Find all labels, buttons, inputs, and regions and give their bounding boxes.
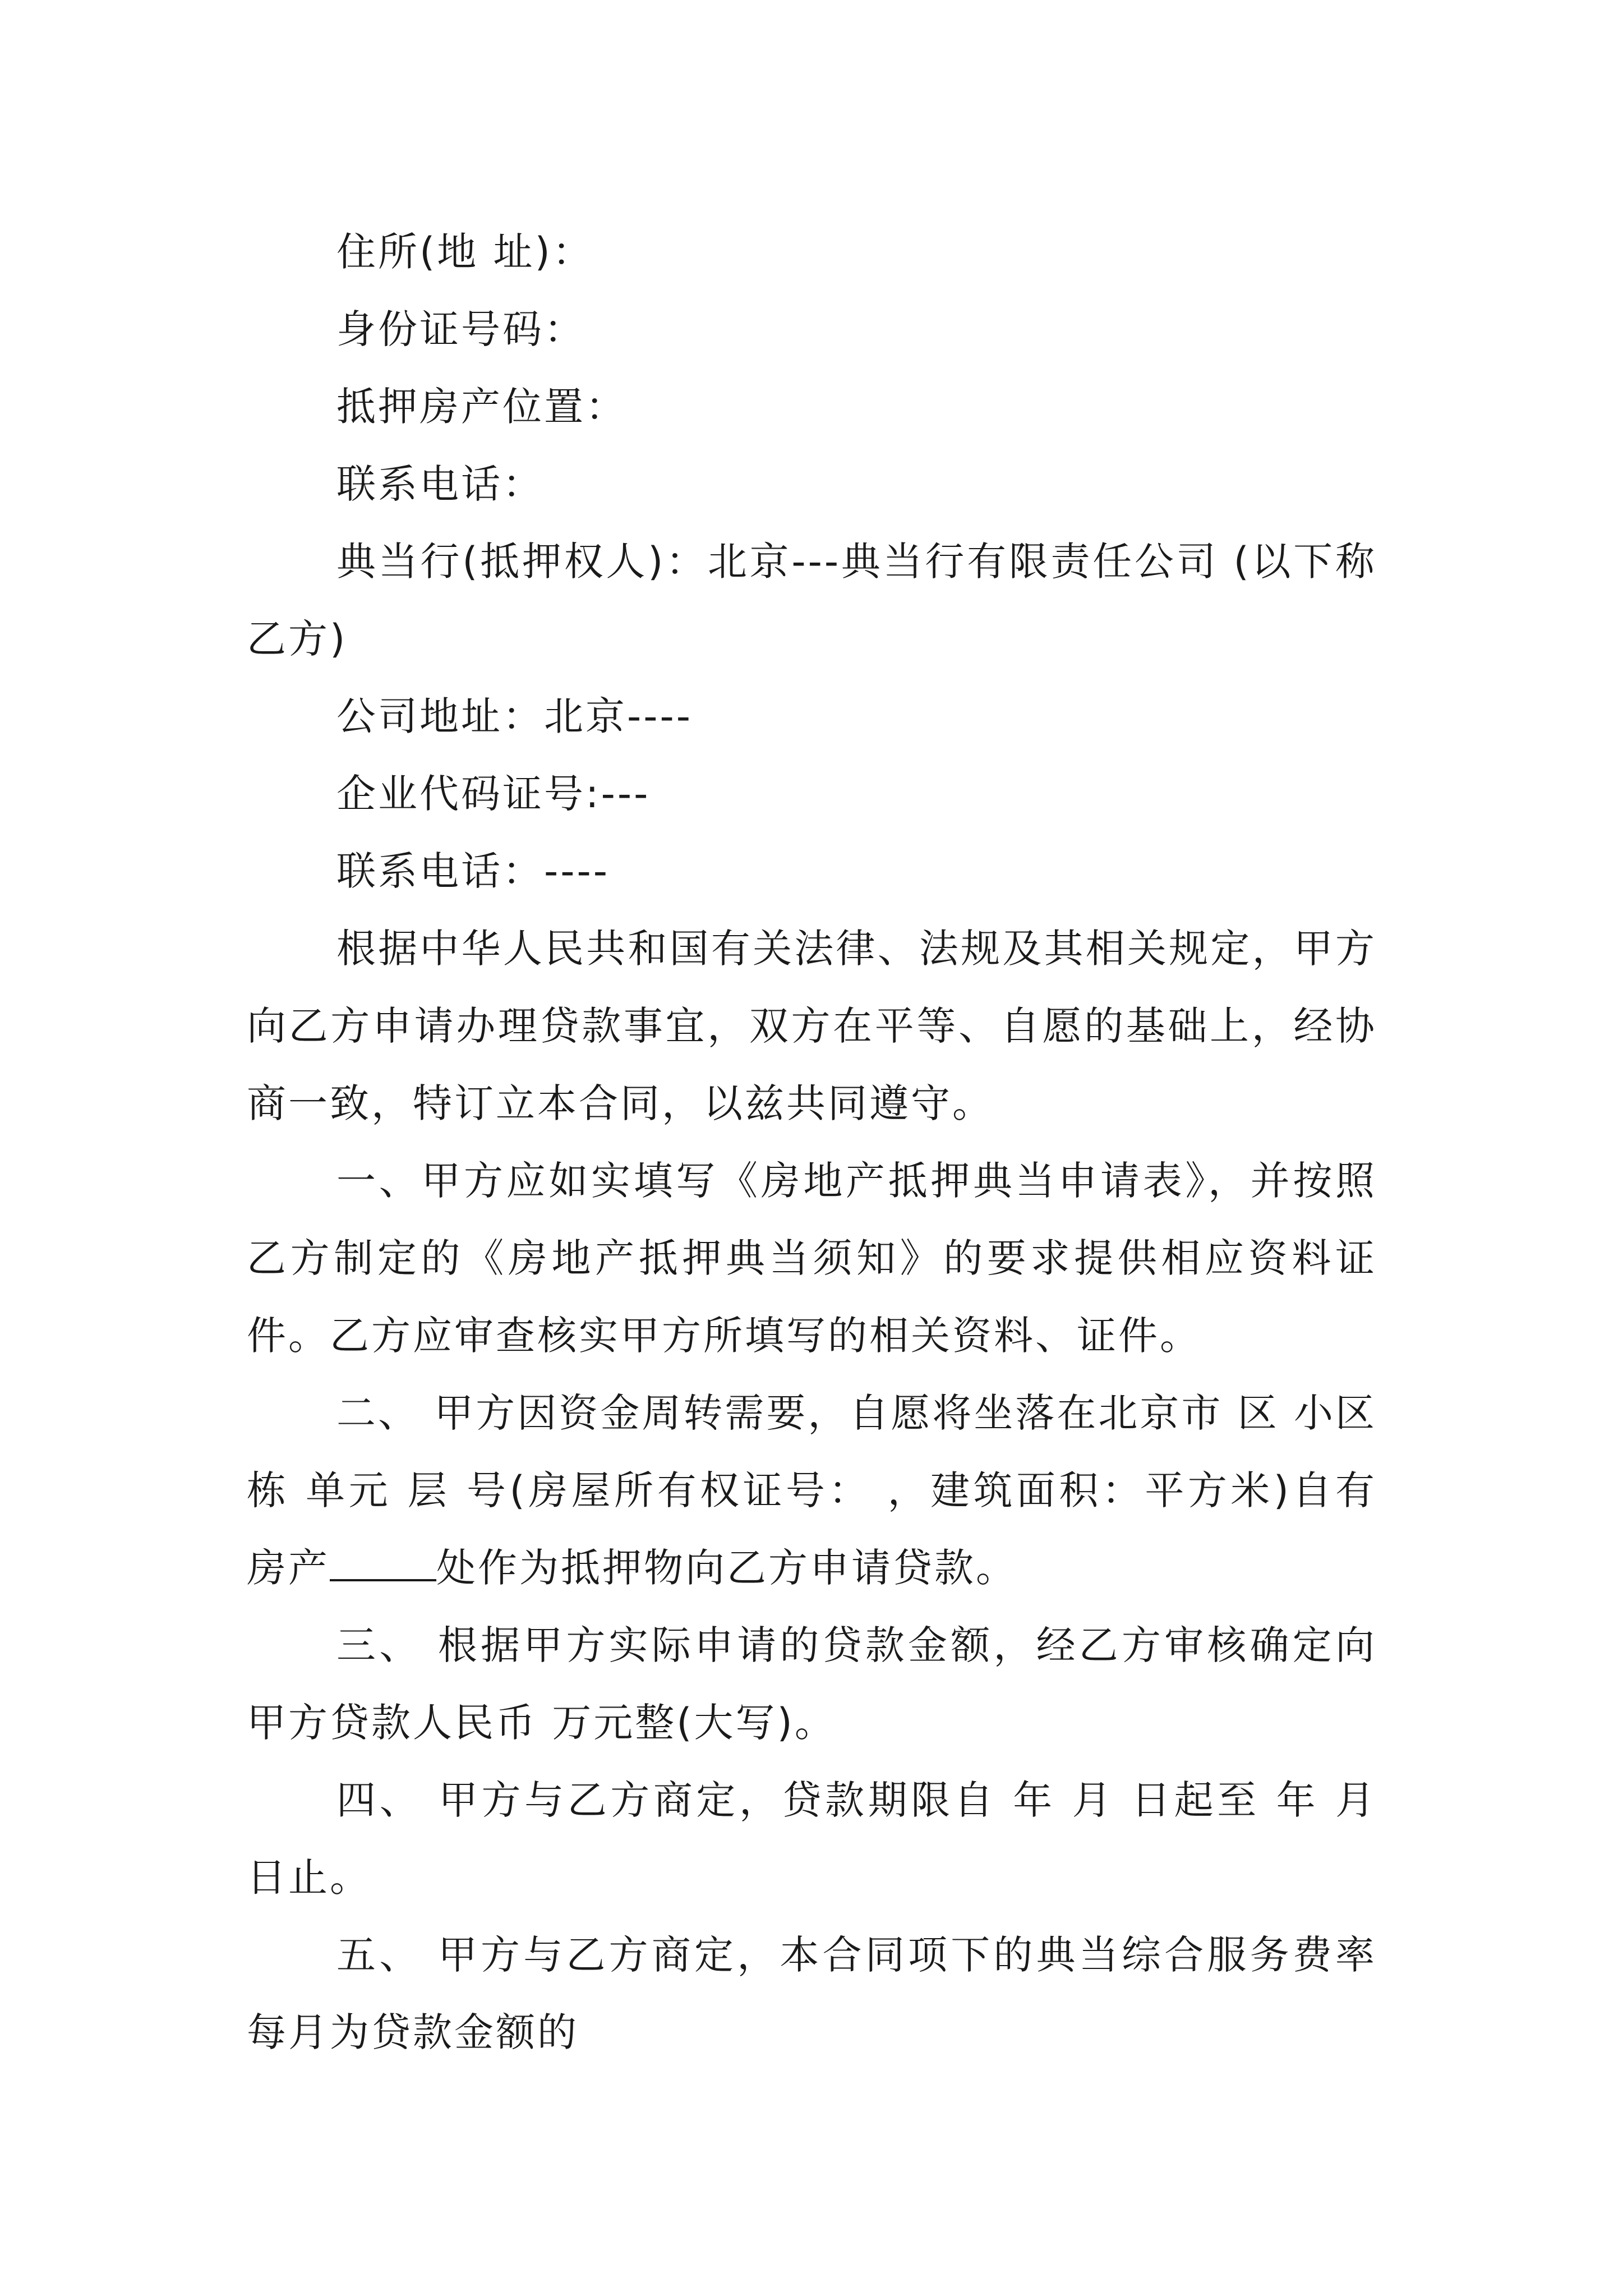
clause-2-text: 二、 甲方因资金周转需要，自愿将坐落在北京市 区 小区 栋 单元 层 号(房屋所有权证号： ，建筑面积：平方米)自有房产 <box>247 1390 1392 1591</box>
field-enterprise-code: 企业代码证号:--- <box>336 771 651 817</box>
clause-2-text-end: 处作为抵押物向乙方申请贷款。 <box>436 1545 1017 1591</box>
blank-fill-line <box>330 1545 436 1581</box>
clause-3: 三、 根据甲方实际申请的贷款金额，经乙方审核确定向甲方贷款人民币 万元整(大写)。 <box>247 1622 1377 1746</box>
clause-4: 四、 甲方与乙方商定，贷款期限自 年 月 日起至 年 月 日止。 <box>247 1777 1392 1901</box>
field-property-location: 抵押房产位置： <box>336 384 627 430</box>
field-phone-party-b: 联系电话：---- <box>336 848 610 894</box>
preamble-paragraph: 根据中华人民共和国有关法律、法规及其相关规定，甲方向乙方申请办理贷款事宜，双方在平等、自愿的基础上，经协商一致，特订立本合同，以兹共同遵守。 <box>247 926 1377 1126</box>
contract-body <box>247 213 1392 2071</box>
field-id-number: 身份证号码： <box>336 306 585 352</box>
clause-2 <box>247 1374 1392 1607</box>
field-phone-party-a: 联系电话： <box>336 461 544 507</box>
field-company-address: 公司地址：北京---- <box>336 693 693 739</box>
clause-5: 五、 甲方与乙方商定，本合同项下的典当综合服务费率每月为贷款金额的 <box>247 1932 1377 2055</box>
field-address: 住所(地 址)： <box>336 229 594 275</box>
clause-1: 一、甲方应如实填写《房地产抵押典当申请表》，并按照乙方制定的《房地产抵押典当须知》的要求提供相应资料证件。乙方应审查核实甲方所填写的相关资料、证件。 <box>247 1158 1377 1359</box>
field-pawnshop: 典当行(抵押权人)：北京---典当行有限责任公司 (以下称乙方) <box>247 539 1377 662</box>
